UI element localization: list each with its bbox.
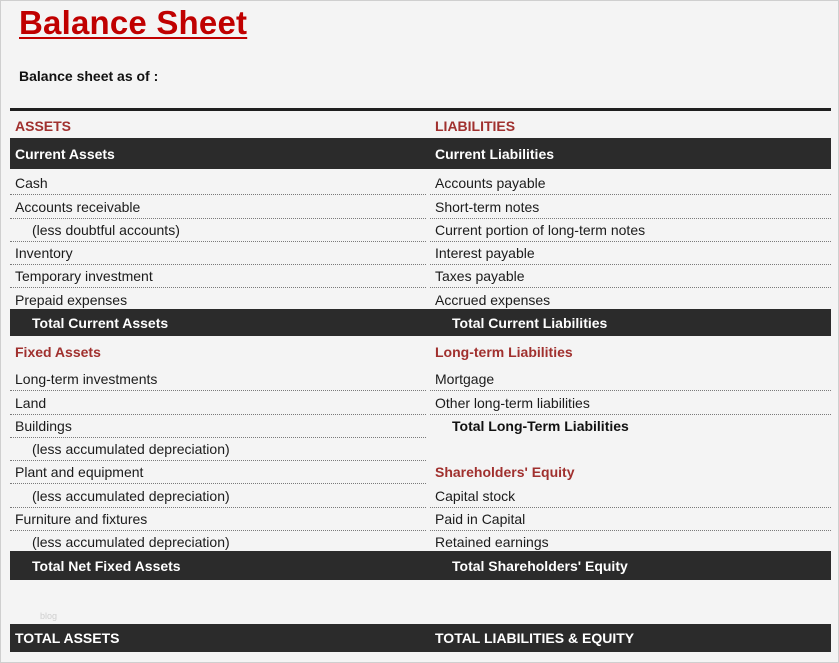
liability-current-portion: Current portion of long-term notes [435,221,646,238]
page-title: Balance Sheet [19,4,248,41]
table-row [10,367,831,390]
total-longterm-liabilities: Total Long-Term Liabilities [452,417,629,434]
grand-totals-bar [10,624,831,652]
table-row [10,414,831,437]
section-heading-row [10,114,831,137]
liability-mortgage: Mortgage [435,370,495,387]
equity-capital-stock: Capital stock [435,487,516,504]
asset-buildings-depreciation: (less accumulated depreciation) [32,440,230,457]
liability-accrued-expenses: Accrued expenses [435,291,551,308]
asset-furniture-depreciation: (less accumulated depreciation) [32,533,230,550]
equity-heading: Shareholders' Equity [435,463,575,480]
balance-date-label: Balance sheet as of : [19,68,159,84]
asset-plant-equipment: Plant and equipment [15,463,144,480]
table-row [10,507,831,530]
fixed-totals-bar [10,551,831,580]
equity-retained-earnings: Retained earnings [435,533,549,550]
longterm-liabilities-heading: Long-term Liabilities [435,343,573,360]
table-row [10,264,831,287]
asset-plant-depreciation: (less accumulated depreciation) [32,487,230,504]
watermark-text: blog [40,611,58,621]
table-row [10,195,831,218]
section-heading-row [10,340,831,363]
asset-cash: Cash [15,174,48,191]
liability-interest-payable: Interest payable [435,244,535,261]
current-assets-header: Current Assets [15,145,115,162]
current-liabilities-header: Current Liabilities [435,145,555,162]
total-current-liabilities: Total Current Liabilities [452,314,608,331]
equity-paid-in-capital: Paid in Capital [435,510,526,527]
asset-inventory: Inventory [15,244,73,261]
total-liabilities-equity: TOTAL LIABILITIES & EQUITY [435,630,635,646]
asset-longterm-investments: Long-term investments [15,370,158,387]
liability-taxes-payable: Taxes payable [435,267,525,284]
asset-temporary-investment: Temporary investment [15,267,153,284]
current-header-bar [10,138,831,169]
asset-accounts-receivable: Accounts receivable [15,198,141,215]
liability-short-term-notes: Short-term notes [435,198,540,215]
total-net-fixed-assets: Total Net Fixed Assets [32,557,181,574]
table-row [10,391,831,414]
table-row [10,241,831,264]
asset-land: Land [15,394,47,411]
fixed-assets-heading: Fixed Assets [15,343,101,360]
liabilities-heading: LIABILITIES [435,117,516,134]
table-row [10,530,831,553]
asset-prepaid-expenses: Prepaid expenses [15,291,128,308]
table-row [10,218,831,241]
asset-furniture-fixtures: Furniture and fixtures [15,510,148,527]
total-assets: TOTAL ASSETS [15,630,120,646]
top-rule [10,108,831,111]
liability-accounts-payable: Accounts payable [435,174,546,191]
table-row [10,484,831,507]
assets-heading: ASSETS [15,117,72,134]
table-row [10,171,831,194]
total-current-assets: Total Current Assets [32,314,169,331]
current-totals-bar [10,309,831,336]
table-row [10,288,831,311]
table-row [10,437,831,460]
liability-other-longterm: Other long-term liabilities [435,394,590,411]
asset-buildings: Buildings [15,417,72,434]
asset-doubtful-accounts: (less doubtful accounts) [32,221,180,238]
total-shareholders-equity: Total Shareholders' Equity [452,557,628,574]
table-row [10,460,831,483]
